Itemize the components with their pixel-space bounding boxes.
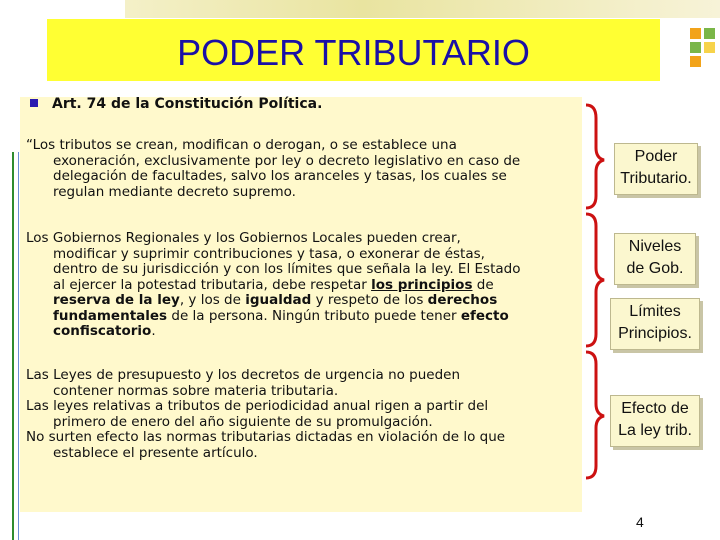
paragraph-line: modificar y suprimir contribuciones y tasa, o exonerar de éstas,: [53, 245, 485, 262]
paragraph-line: establece el presente artículo.: [53, 444, 258, 461]
text-run: .: [151, 323, 156, 339]
side-label-line: Límites: [629, 303, 681, 320]
paragraph-line: contener normas sobre materia tributaria.: [53, 382, 339, 399]
paragraph-line: “Los tributos se crean, modifican o derogan, o se establece una: [26, 137, 457, 153]
article-heading-row: [30, 96, 322, 112]
decorative-header-strip: [125, 0, 720, 18]
side-label-line: Niveles: [628, 238, 682, 255]
side-label-line: La ley trib.: [618, 422, 692, 439]
side-label-poder-tributario: [614, 143, 698, 195]
bullet-square-icon: [30, 99, 38, 107]
decorative-vertical-line-blue: [18, 152, 19, 540]
side-label-limites-principios: [610, 298, 700, 350]
text-run: , y los de: [179, 292, 246, 308]
emphasis-principles: los principios: [371, 276, 473, 293]
side-label-line: Tributario.: [620, 170, 692, 187]
paragraph-line: [26, 293, 574, 309]
paragraph-line: delegación de facultades, salvo los aranceles y tasas, los cuales se: [53, 168, 507, 184]
text-run: al ejercer la potestad tributaria, debe respetar: [53, 276, 372, 293]
side-label-line: Principios.: [618, 325, 692, 342]
paragraph-government-levels: [26, 231, 574, 340]
bracket-1: [586, 105, 604, 208]
paragraph-tax-creation: [26, 138, 574, 200]
paragraph-line: Las leyes relativas a tributos de periodicidad anual rigen a partir del: [26, 398, 489, 414]
curly-brackets: [584, 0, 606, 540]
paragraph-line: primero de enero del año siguiente de su promulgación.: [53, 413, 433, 430]
decorative-vertical-line: [12, 152, 14, 540]
paragraph-line: [26, 309, 574, 325]
side-label-efecto-ley: [610, 395, 700, 447]
emphasis-fundamentales: fundamentales: [53, 307, 168, 324]
emphasis-igualdad: igualdad: [245, 292, 312, 308]
paragraph-line: Los Gobiernos Regionales y los Gobiernos Locales pueden crear,: [26, 230, 461, 246]
side-label-line: Efecto de: [621, 400, 689, 417]
bracket-2: [586, 214, 604, 346]
emphasis-confiscatorio: confiscatorio: [53, 323, 152, 339]
text-run: y respeto de los: [311, 292, 428, 308]
paragraph-line: Las Leyes de presupuesto y los decretos de urgencia no pueden: [26, 367, 461, 383]
side-label-line: Poder: [634, 148, 678, 165]
page-number: 4: [636, 514, 644, 530]
emphasis-efecto: efecto: [460, 307, 509, 324]
text-run: de la persona. Ningún tributo puede tener: [167, 307, 461, 324]
emphasis-derechos: derechos: [427, 292, 498, 308]
paragraph-law-effect: [26, 368, 574, 461]
emphasis-reserva: reserva de la ley: [53, 292, 180, 308]
text-run: de: [472, 276, 494, 293]
bracket-3: [586, 352, 604, 478]
paragraph-line: exoneración, exclusivamente por ley o decreto legislativo en caso de: [53, 152, 521, 169]
paragraph-line: [26, 324, 574, 340]
side-label-niveles-gob: [614, 233, 696, 285]
paragraph-line: dentro de su jurisdicción y con los límites que señala la ley. El Estado: [53, 261, 521, 277]
side-label-line: de Gob.: [626, 260, 684, 277]
title-banner: [47, 19, 660, 81]
slide-title: PODER TRIBUTARIO: [177, 32, 530, 73]
paragraph-line: regulan mediante decreto supremo.: [53, 183, 296, 200]
paragraph-line: [26, 278, 574, 294]
paragraph-line: No surten efecto las normas tributarias dictadas en violación de lo que: [26, 429, 506, 445]
article-heading: Art. 74 de la Constitución Política.: [52, 96, 323, 112]
decorative-squares: [690, 28, 718, 76]
